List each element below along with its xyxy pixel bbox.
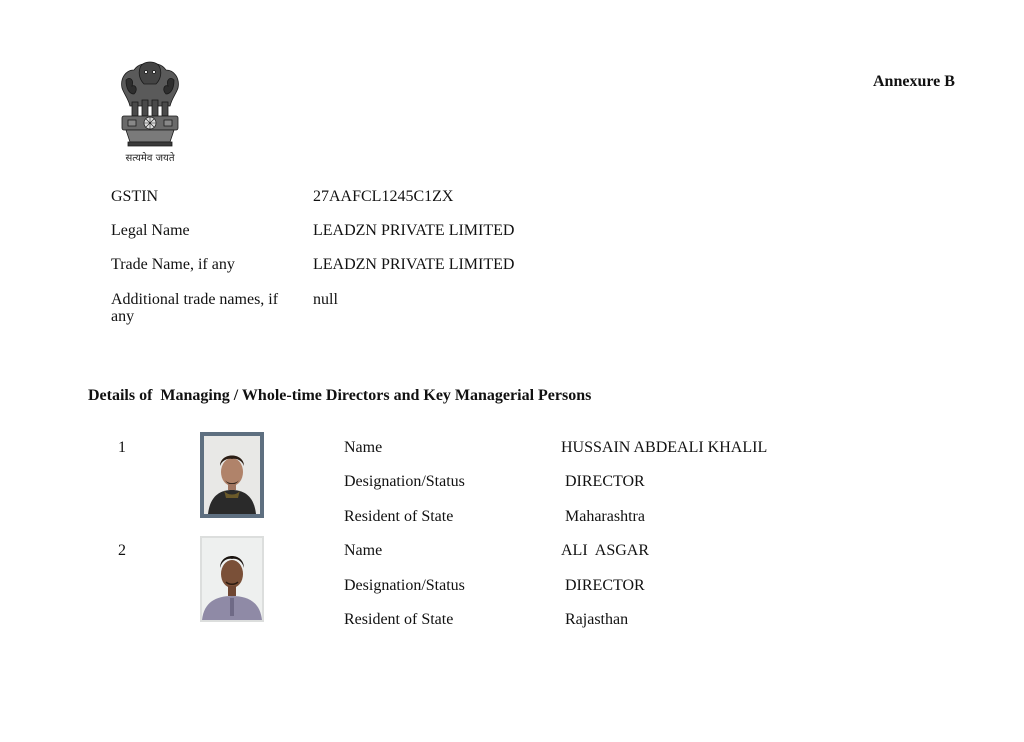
- directors-section-heading: Details of Managing / Whole-time Directors and Key Managerial Persons: [88, 387, 592, 404]
- emblem-motto: सत्यमेव जयते: [125, 153, 175, 164]
- director-state-label: Resident of State: [344, 611, 454, 628]
- director-designation: DIRECTOR: [565, 473, 645, 490]
- additional-trade-names-value: null: [313, 291, 338, 308]
- person-photo-icon: [200, 432, 264, 518]
- gstin-value: 27AAFCL1245C1ZX: [313, 188, 454, 205]
- director-designation-label: Designation/Status: [344, 473, 465, 490]
- director-name: HUSSAIN ABDEALI KHALIL: [561, 439, 768, 456]
- director-photo: [200, 536, 264, 622]
- director-designation-label: Designation/Status: [344, 577, 465, 594]
- director-number: 2: [118, 542, 126, 559]
- gstin-label: GSTIN: [111, 188, 159, 205]
- director-name-label: Name: [344, 439, 383, 456]
- director-name: ALI ASGAR: [561, 542, 650, 559]
- director-photo: [200, 432, 264, 518]
- director-designation: DIRECTOR: [565, 577, 645, 594]
- person-photo-icon: [200, 536, 264, 622]
- director-state: Maharashtra: [565, 508, 645, 525]
- lion-capital-icon: [112, 54, 188, 154]
- additional-trade-names-label: Additional trade names, if any: [111, 291, 279, 325]
- annexure-title: Annexure B: [873, 73, 955, 90]
- legal-name-value: LEADZN PRIVATE LIMITED: [313, 222, 515, 239]
- trade-name-value: LEADZN PRIVATE LIMITED: [313, 256, 515, 273]
- director-state: Rajasthan: [565, 611, 629, 628]
- trade-name-label: Trade Name, if any: [111, 256, 235, 273]
- director-state-label: Resident of State: [344, 508, 454, 525]
- legal-name-label: Legal Name: [111, 222, 190, 239]
- director-number: 1: [118, 439, 126, 456]
- director-name-label: Name: [344, 542, 383, 559]
